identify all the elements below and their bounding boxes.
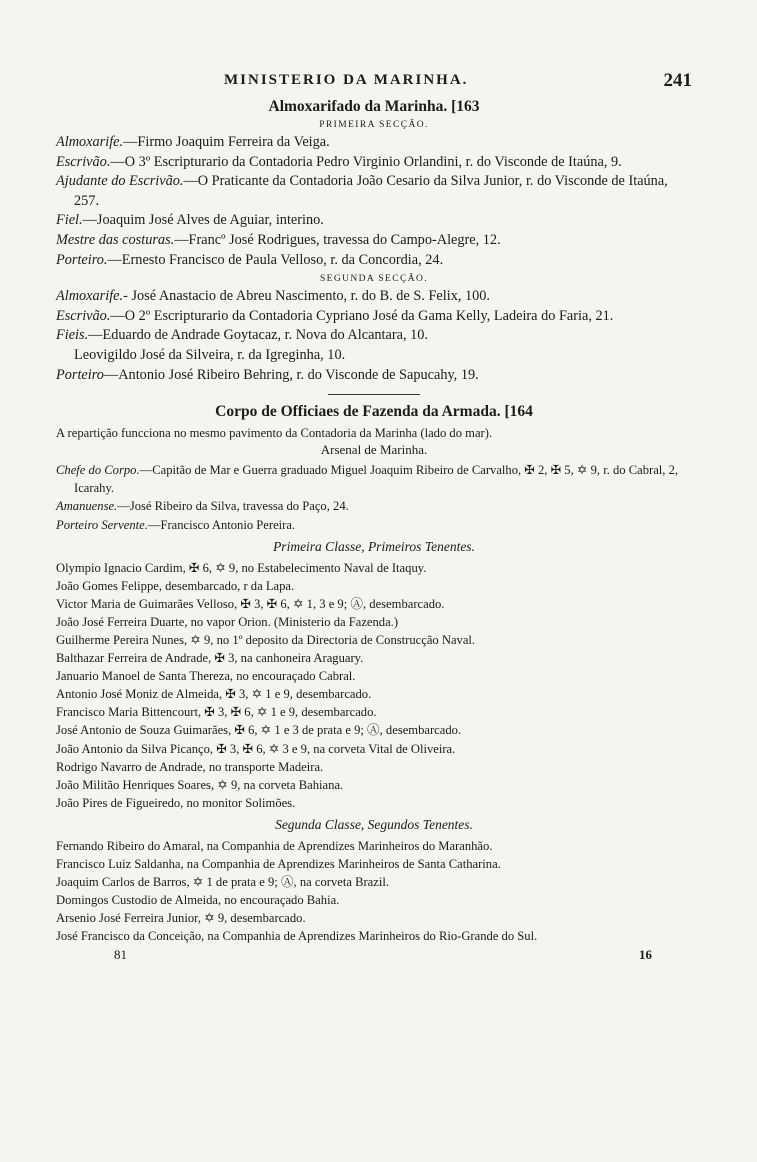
entry-label: Ajudante do Escrivão. (56, 173, 184, 190)
segunda-seccao-title: SEGUNDA SECÇÃO. (319, 274, 429, 285)
list-item: Francisco Maria Bittencourt, ✠ 3, ✠ 6, ✡ 1 e 9, desembarcado. (56, 705, 377, 720)
list-item: Joaquim Carlos de Barros, ✡ 1 de prata e 9; Ⓐ, na corveta Brazil. (56, 875, 389, 890)
page-header (56, 70, 692, 92)
entry-text: —O 2º Escripturario da Contadoria Cypriano José da Gama Kelly, Ladeira do Faria, 21. (110, 307, 614, 324)
entry-porteiro-2 (56, 366, 692, 386)
entry-text: —José Ribeiro da Silva, travessa do Paço, 24. (117, 499, 349, 514)
entry-text: —O 3º Escripturario da Contadoria Pedro Virginio Orlandini, r. do Visconde de Itaúna, 9. (110, 153, 622, 170)
entry-label: Fiel. (56, 212, 83, 229)
entry-label: Chefe do Corpo. (56, 463, 140, 478)
staff-porteiro (56, 516, 692, 534)
list-item: João Pires de Figueiredo, no monitor Solimões. (56, 795, 296, 810)
list-item: Fernando Ribeiro do Amaral, na Companhia de Aprendizes Marinheiros do Maranhão. (56, 838, 493, 853)
entry-porteiro (56, 251, 692, 271)
running-title: MINISTERIO DA MARINHA. (224, 72, 469, 88)
section-divider (328, 394, 420, 395)
entry-escrivao-2 (56, 307, 692, 327)
entry-label: Porteiro. (56, 251, 108, 268)
staff-chefe (56, 461, 692, 497)
entry-almoxarife-2 (56, 287, 692, 307)
corpo-heading: Corpo de Officiaes de Fazenda da Armada. [164 (215, 403, 533, 421)
segunda-classe-title: Segunda Classe, Segundos Tenentes. (275, 816, 473, 832)
almoxarifado-heading: Almoxarifado da Marinha. [163 (268, 98, 480, 115)
list-item: João Antonio da Silva Picanço, ✠ 3, ✠ 6, ✡ 3 e 9, na corveta Vital de Oliveira. (56, 741, 456, 756)
entry-ajudante (56, 172, 692, 211)
list-item: Arsenio José Ferreira Junior, ✡ 9, desembarcado. (56, 911, 306, 926)
entry-label: Escrivão. (56, 153, 111, 170)
entry-text: —Eduardo de Andrade Goytacaz, r. Nova do Alcantara, 10. (88, 327, 429, 344)
entry-text: —Francisco Antonio Pereira. (147, 517, 296, 532)
list-item: Rodrigo Navarro de Andrade, no transporte Madeira. (56, 759, 324, 774)
list-item: João Gomes Felippe, desembarcado, r da Lapa. (56, 578, 295, 593)
entry-text: —Joaquim José Alves de Aguiar, interino. (82, 212, 324, 229)
entry-label: Amanuense. (56, 499, 118, 514)
list-item: Januario Manoel de Santa Thereza, no encouraçado Cabral. (56, 669, 356, 684)
list-item: Olympio Ignacio Cardim, ✠ 6, ✡ 9, no Estabelecimento Naval de Itaquy. (56, 560, 427, 575)
signature-mark-left: 81 (114, 947, 127, 963)
entry-text: —Ernesto Francisco de Paula Velloso, r. da Concordia, 24. (107, 251, 444, 268)
entry-text: Leovigildo José da Silveira, r. da Igreginha, 10. (74, 346, 346, 363)
entry-label: Mestre das costuras. (56, 231, 175, 248)
primeira-seccao-title: PRIMEIRA SECÇÃO. (319, 120, 429, 130)
signature-mark-right: 16 (639, 947, 652, 963)
list-item: João Militão Henriques Soares, ✡ 9, na corveta Bahiana. (56, 777, 344, 792)
page-footer (56, 947, 692, 967)
list-item: Guilherme Pereira Nunes, ✡ 9, no 1º deposito da Directoria de Construcção Naval. (56, 632, 476, 647)
entry-label: Escrivão. (56, 307, 111, 324)
list-item: Domingos Custodio de Almeida, no encouraçado Bahia. (56, 893, 340, 908)
entry-almoxarife (56, 133, 692, 153)
arsenal-title: Arsenal de Marinha. (320, 442, 428, 458)
entry-fieis-cont (56, 346, 692, 366)
entry-mestre (56, 231, 692, 251)
list-item: João José Ferreira Duarte, no vapor Orion. (Ministerio da Fazenda.) (56, 614, 399, 629)
list-item: Antonio José Moniz de Almeida, ✠ 3, ✡ 1 e 9, desembarcado. (56, 687, 372, 702)
entry-text: —Francº José Rodrigues, travessa do Campo-Alegre, 12. (174, 231, 501, 248)
entry-label: Almoxarife. (56, 288, 124, 305)
entry-text: - José Anastacio de Abreu Nascimento, r. do B. de S. Felix, 100. (123, 288, 491, 305)
entry-escrivao (56, 153, 692, 173)
primeira-classe-title: Primeira Classe, Primeiros Tenentes. (273, 538, 475, 554)
list-item: Francisco Luiz Saldanha, na Companhia de Aprendizes Marinheiros de Santa Catharina. (56, 857, 501, 871)
entry-text: —Antonio José Ribeiro Behring, r. do Visconde de Sapucahy, 19. (103, 366, 479, 383)
entry-label: Porteiro Servente. (56, 517, 148, 532)
entry-label: Fieis. (56, 327, 89, 344)
page-number: 241 (663, 70, 692, 91)
list-item: Balthazar Ferreira de Andrade, ✠ 3, na canhoneira Araguary. (56, 651, 364, 666)
entry-label: Almoxarife. (56, 134, 124, 150)
list-item: José Francisco da Conceição, na Companhia de Aprendizes Marinheiros do Rio-Grande do Sul. (56, 929, 538, 944)
entry-text: —O Praticante da Contadoria João Cesario da Silva Junior, r. do Visconde de Itaúna, 257. (74, 173, 668, 209)
entry-label: Porteiro (56, 366, 104, 383)
entry-text: —Capitão de Mar e Guerra graduado Miguel Joaquim Ribeiro de Carvalho, ✠ 2, ✠ 5, ✡ 9, r. do Cabral, 2, Icarahy. (74, 463, 679, 496)
page (56, 70, 692, 967)
staff-amanuense (56, 497, 692, 515)
entry-fiel (56, 211, 692, 231)
list-item: José Antonio de Souza Guimarães, ✠ 6, ✡ 1 e 3 de prata e 9; Ⓐ, desembarcado. (56, 723, 462, 738)
list-item: Victor Maria de Guimarães Velloso, ✠ 3, ✠ 6, ✡ 1, 3 e 9; Ⓐ, desembarcado. (56, 596, 445, 611)
corpo-intro: A repartição funcciona no mesmo pavimento da Contadoria da Marinha (lado do mar). (56, 426, 493, 441)
entry-text: —Firmo Joaquim Ferreira da Veiga. (123, 134, 330, 150)
entry-fieis (56, 326, 692, 346)
